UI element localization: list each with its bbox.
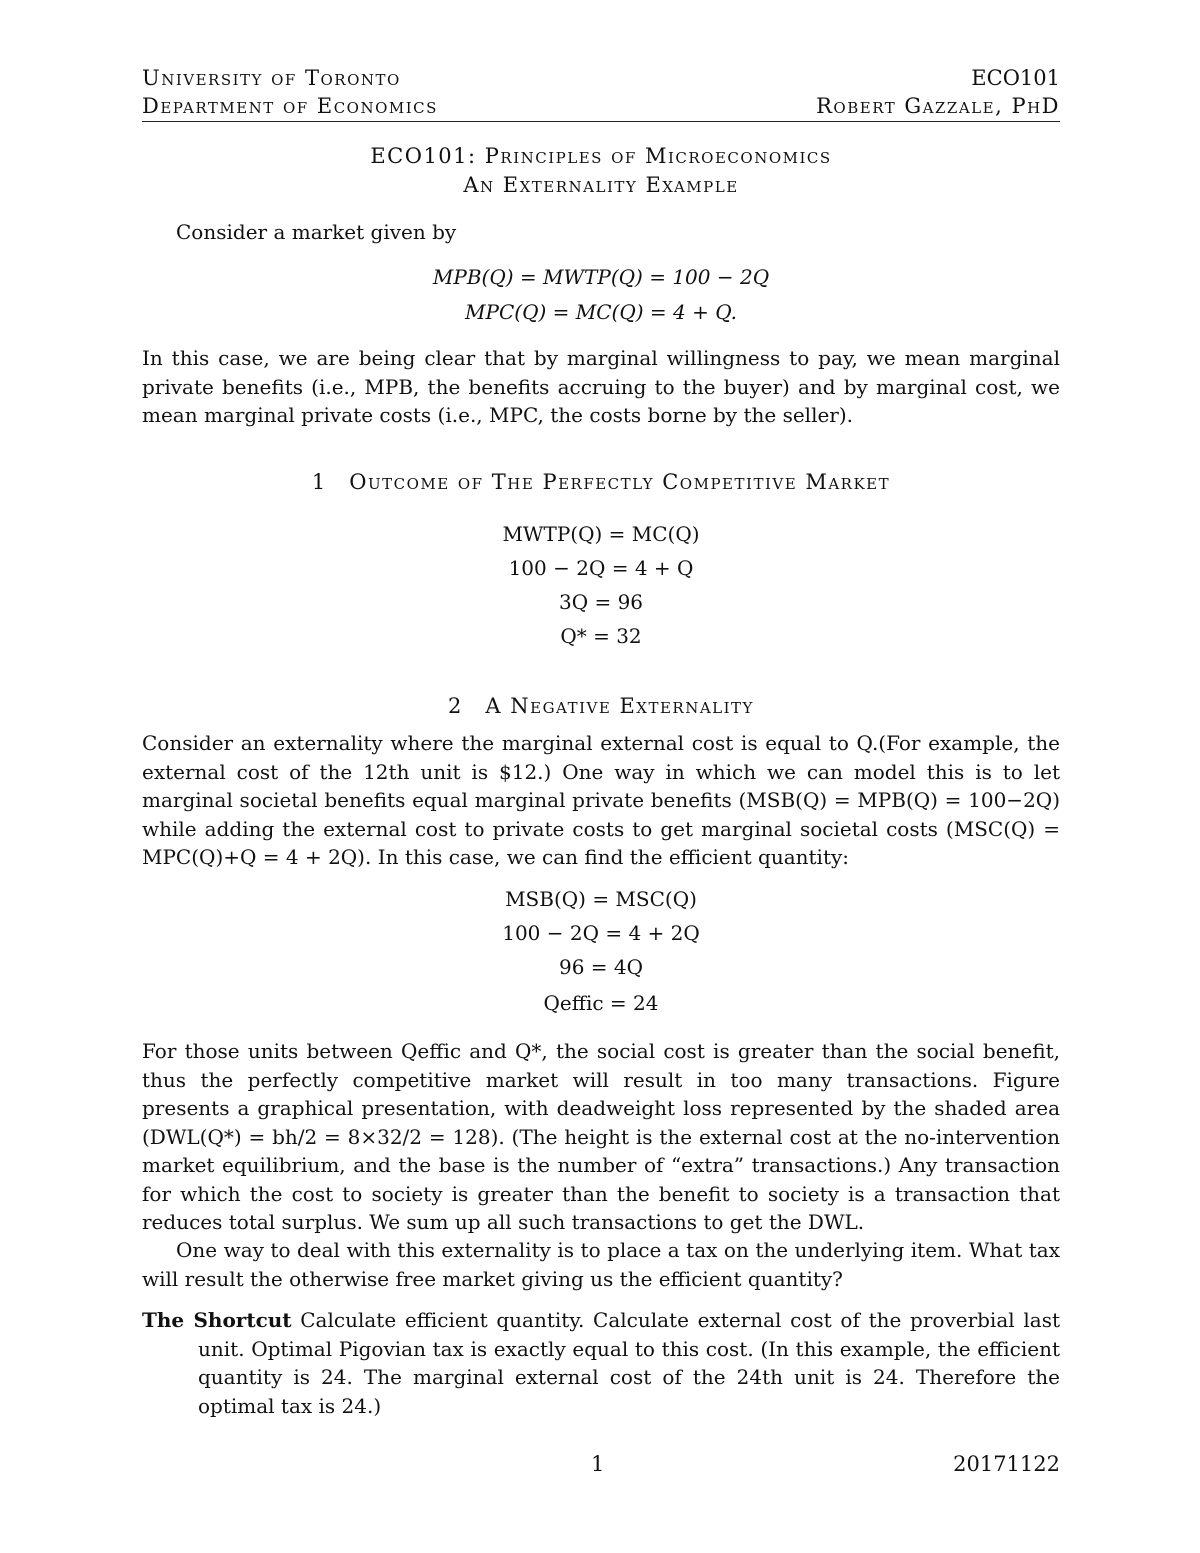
header-department: Department of Economics [142, 94, 438, 118]
intro-eq-cost-text: MPC(Q) = MC(Q) = 4 + Q. [465, 300, 737, 324]
s1-equation: 100 − 2Q = 4 + Q [508, 556, 694, 580]
intro-eq-benefit-text: MPB(Q) = MWTP(Q) = 100 − 2Q [432, 265, 770, 289]
s1-equation: MWTP(Q) = MC(Q) [502, 522, 700, 546]
intro-lead: Consider a market given by [176, 220, 457, 244]
section-1-heading [142, 470, 1060, 494]
shortcut-text: Calculate efficient quantity. Calculate external cost of the proverbial last unit. Optimal Pigovian tax is exactly equal to this cost. (In this example, the efficient quantity is 24. The marginal external cost of the 24th unit is 24. Therefore the optimal tax is 24.) [198, 1308, 1060, 1418]
section-2-heading [142, 694, 1060, 718]
s2-equation: 96 = 4Q [558, 955, 644, 979]
shortcut-block [142, 1306, 1060, 1420]
doc-subtitle: An Externality Example [463, 173, 739, 197]
intro-eq-cost [142, 296, 1060, 329]
s1-equation: Q* = 32 [560, 624, 642, 648]
s1-equation: 3Q = 96 [558, 590, 644, 614]
s2-equation: 100 − 2Q = 4 + 2Q [502, 921, 700, 945]
shortcut-label: The Shortcut [142, 1308, 292, 1332]
section-1-title: Outcome of The Perfectly Competitive Market [349, 470, 891, 494]
header-rule [142, 121, 1060, 122]
s2-equation: Qeffic = 24 [543, 991, 659, 1015]
doc-title: ECO101: Principles of Microeconomics [370, 144, 832, 168]
s2-equation: MSB(Q) = MSC(Q) [505, 887, 697, 911]
s2-paragraph-1: Consider an externality where the marginal external cost is equal to Q.(For example, the external cost of the 12th unit is $12.) One way in which we can model this is to let marginal societal benefits equal marginal private benefits (MSB(Q) = MPB(Q) = 100−2Q) while adding the external cost to private costs to get marginal societal costs (MSC(Q) = MPC(Q)+Q = 4 + 2Q). In this case, we can find the efficient quantity: [142, 731, 1060, 869]
section-2-number: 2 [448, 694, 462, 718]
section-2-title: A Negative Externality [485, 694, 754, 718]
footer-date-code: 20171122 [953, 1452, 1060, 1476]
intro-eq-benefit [142, 261, 1060, 294]
intro-paragraph: In this case, we are being clear that by marginal willingness to pay, we mean marginal private benefits (i.e., MPB, the benefits accruing to the buyer) and by marginal cost, we mean marginal private costs (i.e., MPC, the costs borne by the seller). [142, 346, 1060, 427]
s2-paragraph-2: For those units between Qeffic and Q*, the social cost is greater than the social benefit, thus the perfectly competitive market will result in too many transactions. Figure presents a graphical presentation, with deadweight loss represented by the shaded area (DWL(Q*) = bh/2 = 8×32/2 = 128). (The height is the external cost at the no-intervention market equilibrium, and the base is the number of “extra” transactions.) Any transaction for which the cost to society is greater than the benefit to society is a transaction that reduces total surplus. We sum up all such transactions to get the DWL. [142, 1039, 1060, 1234]
shortcut-item [142, 1306, 1060, 1420]
page-number: 1 [591, 1452, 605, 1476]
s2-paragraph-3: One way to deal with this externality is to place a tax on the underlying item. What tax will result the otherwise free market giving us the efficient quantity? [142, 1238, 1060, 1291]
header-author: Robert Gazzale, PhD [816, 94, 1060, 118]
section-1-number: 1 [311, 470, 326, 494]
header-course-code: ECO101 [971, 66, 1060, 90]
header-university: University of Toronto [142, 66, 401, 90]
